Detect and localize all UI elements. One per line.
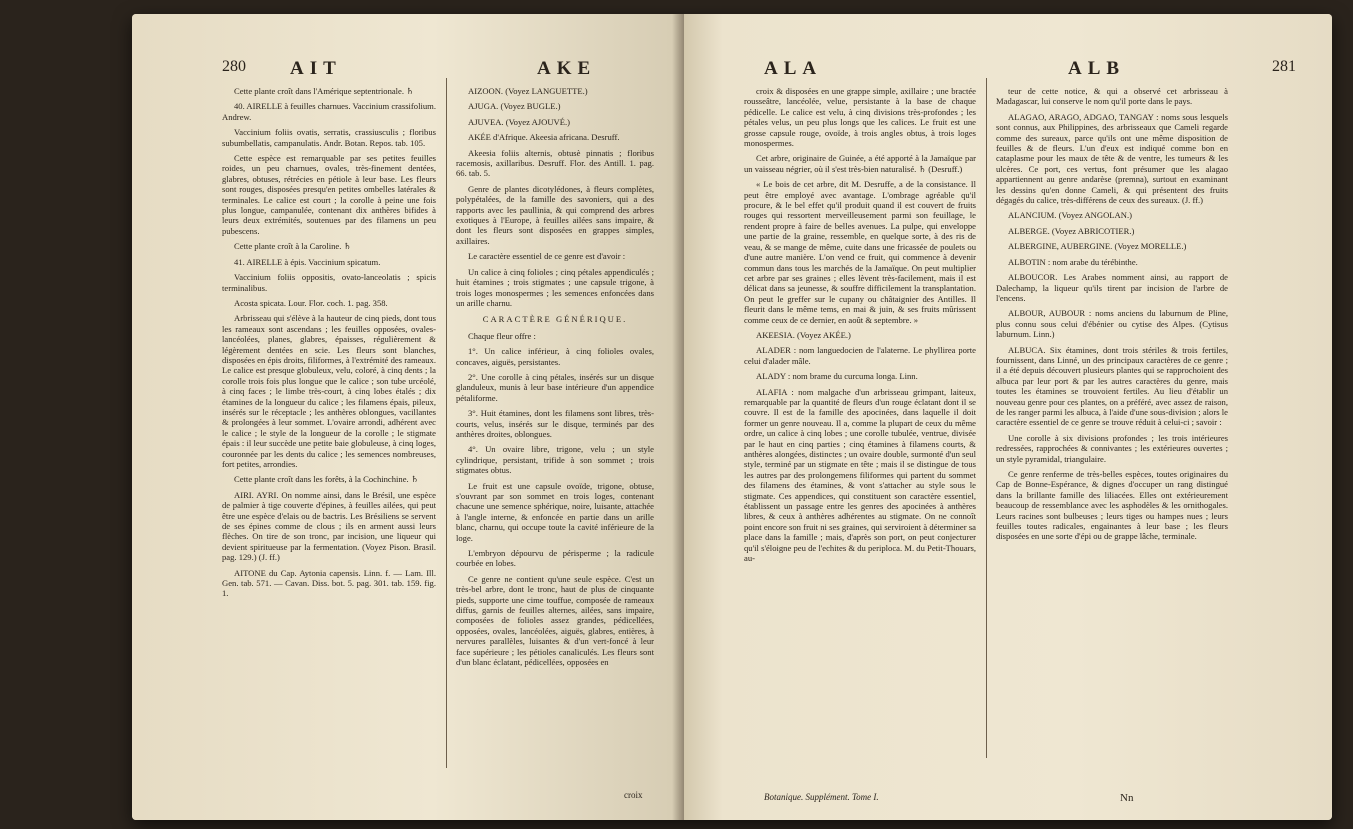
running-head-left: AIT xyxy=(290,58,342,79)
page-footer: Botanique. Supplément. Tome I. xyxy=(764,792,879,802)
paragraph: Vaccinium foliis oppositis, ovato-lanceolatis ; spicis terminalibus. xyxy=(222,272,436,293)
paragraph: croix & disposées en une grappe simple, axillaire ; une bractée rousseâtre, lancéolée, velue, persistante à la base de chaque pédicelle. Le calice est velu, à cinq divisions très-profondes ; les pétales velus, un peu plus longs que les calices. Le fruit est une grosse capsule rouge, ovoïde, à trois angles obtus, à trois loges monospermes. xyxy=(744,86,976,149)
column-rule xyxy=(986,78,987,758)
paragraph: Acosta spicata. Lour. Flor. coch. 1. pag. 358. xyxy=(234,297,388,308)
running-head-right: AKE xyxy=(537,58,597,79)
paragraph: 4°. Un ovaire libre, trigone, velu ; un style cylindrique, persistant, trifide à son sommet ; trois stigmates obtus. xyxy=(456,444,654,476)
right-page xyxy=(684,14,1332,820)
paragraph: CARACTÈRE GÉNÉRIQUE. xyxy=(482,314,628,325)
right-page-column-1 xyxy=(744,86,976,568)
paragraph: ALANCIUM. (Voyez ANGOLAN.) xyxy=(1008,210,1132,221)
paragraph: Vaccinium foliis ovatis, serratis, crassiusculis ; floribus subumbellatis, campanulatis. Andr. Botan. Repos. tab. 105. xyxy=(222,127,436,148)
paragraph: Ce genre renferme de très-belles espèces, toutes originaires du Cap de Bonne-Espérance, & dignes d'occuper un rang distingué dans la brillante famille des liliacées. Elles ont extérieurement beaucoup de ressemblance avec les asphodèles & les ornithogales. Leurs racines sont bulbeuses ; leurs tiges ou hampes nues ; leurs feuilles toutes radicales, engainantes à leur base ; les fleurs disposées en une sorte d'épi ou de grappe lâche, terminale. xyxy=(996,469,1228,542)
paragraph: Arbrisseau qui s'élève à la hauteur de cinq pieds, dont tous les rameaux sont ascendans ; les feuilles opposées, ovales-lancéolées, planes, glabres, épaisses, régulièrement & légèrement dentées en scie. Les fleurs sont blanches, disposées en épis droits, filiformes, à l'extrémité des rameaux. Le calice est presque globuleux, velu, coloré, à cinq dents ; la corolle trois fois plus longue que le calice ; son tube urcéolé, à cinq faces ; le limbe très-court, à cinq lobes étalés ; dix étamines de la longueur du calice ; les filamens épais, pileux, insérés sur le réceptacle ; les anthères oblongues, vacillantes & prolongées à leur sommet. L'ovaire arrondi, adhérent avec le calice ; le style de la longueur de la corolle ; le stigmate épais : il leur succède une petite baie globuleuse, à cinq loges, couronnée par les dents du calice ; les semences nombreuses, fort petites, arrondies. xyxy=(222,313,436,469)
paragraph: 3°. Huit étamines, dont les filamens sont libres, très-courts, velus, insérés sur le disque, terminés par des anthères droites, oblongues. xyxy=(456,408,654,439)
paragraph: ALBOUR, AUBOUR : noms anciens du laburnum de Pline, plus connu sous celui d'ébénier ou cytise des Alpes. (Cytisus laburnum. Linn.) xyxy=(996,308,1228,340)
paragraph: Cet arbre, originaire de Guinée, a été apporté à la Jamaïque par un vaisseau négrier, où il s'est très-bien naturalisé. ♄ (Desruff.) xyxy=(744,153,976,174)
paragraph: Le caractère essentiel de ce genre est d'avoir : xyxy=(468,251,626,262)
left-page xyxy=(132,14,680,820)
paragraph: ALBERGE. (Voyez ABRICOTIER.) xyxy=(1008,225,1135,236)
paragraph: Cette plante croît à la Caroline. ♄ xyxy=(234,241,352,252)
paragraph: AJUVEA. (Voyez AJOUVÉ.) xyxy=(468,116,570,127)
open-book xyxy=(132,14,1332,820)
running-head-left: ALA xyxy=(764,58,823,79)
paragraph: teur de cette notice, & qui a observé cet arbrisseau à Madagascar, lui conserve le nom qu'il porte dans le pays. xyxy=(996,86,1228,107)
paragraph: AKÉE d'Afrique. Akeesia africana. Desruff. xyxy=(468,132,620,143)
right-page-column-2 xyxy=(996,86,1228,547)
paragraph: ALAFIA : nom malgache d'un arbrisseau grimpant, laiteux, remarquable par la quantité de fleurs d'un rouge éclatant dont il se couvre. Il est de la famille des apocinées, dans laquelle il doit former un genre nouveau. Il a, comme la plupart de ceux du même ordre, un calice à cinq lobes ; une corolle tubulée, ventrue, divisée par le haut en cinq parties ; cinq étamines à filamens courts, & anthères alongées, distinctes ; un ovaire double, surmonté d'un seul style, terminé par un stigmate en tête ; mais il se distingue de tous les autres par des prolongemens filiformes qui partent du sommet des filamens des étamines, & vont s'attacher au style sous le stigmate. Ces appendices, qui constituent son caractère essentiel, établissent un passage entre les genres des apocinées à anthères libres, & ceux à anthères adhérentes au stigmate. On ne connoît point encore son fruit ni ses graines, qui serviroient à déterminer sa place dans la famille ; mais, d'après son port, on peut conjecturer qu'il s'éloigne peu de l'echites & du periploca. M. du Petit-Thouars, au- xyxy=(744,386,976,564)
page-number-right: 281 xyxy=(1272,58,1296,75)
paragraph: ALBERGINE, AUBERGINE. (Voyez MORELLE.) xyxy=(1008,241,1187,252)
running-head-right: ALB xyxy=(1068,58,1126,79)
paragraph: ALBOUCOR. Les Arabes nomment ainsi, au rapport de Dalechamp, la liqueur qu'ils tirent par incision de l'arbre de l'encens. xyxy=(996,272,1228,303)
paragraph: 1°. Un calice inférieur, à cinq folioles ovales, concaves, aiguës, persistantes. xyxy=(456,346,654,367)
paragraph: Chaque fleur offre : xyxy=(468,330,536,341)
paragraph: Akeesia foliis alternis, obtusè pinnatis ; floribus racemosis, axillaribus. Desruff. Flor. des Antill. 1. pag. 66. tab. 5. xyxy=(456,147,654,179)
paragraph: AIZOON. (Voyez LANGUETTE.) xyxy=(468,86,588,96)
paragraph: Cette plante croît dans les forêts, à la Cochinchine. ♄ xyxy=(234,474,419,485)
left-page-column-1 xyxy=(222,86,436,604)
page-number-left: 280 xyxy=(222,58,246,75)
left-page-column-2 xyxy=(456,86,654,673)
column-rule xyxy=(446,78,447,768)
paragraph: ALADER : nom languedocien de l'alaterne. Le phyllirea porte celui d'alader mâle. xyxy=(744,345,976,366)
paragraph: « Le bois de cet arbre, dit M. Desruffe, a de la consistance. Il peut être employé avec avantage. L'ombrage agréable qu'il procure, & le bel effet qu'il produit quand il est couvert de fruits rouges qui ressortent merveilleusement parmi son feuillage, le rendent propre à faire de belles avenues. La pulpe, qui enveloppe une partie de la graine, ressemble, en quelque sorte, à des ris de veau, & se mange de même, cuite dans une fricassée de poulets ou d'une autre manière. L'on vend ce fruit, qui commence à devenir commun dans tous les marchés de la Jamaïque. On peut multiplier cet arbre par ses graines ; elles lèvent très-facilement, mais il est délicat dans sa jeunesse, & souffre difficilement la transplantation. On peut le greffer sur le cupany ou châtaignier des Antilles. Il fleurit dans le même tems, en mai & juin, & ses fruits mûrissent comme ceux de ce dernier, en août & septembre. » xyxy=(744,179,976,325)
paragraph: Ce genre ne contient qu'une seule espèce. C'est un très-bel arbre, dont le tronc, haut de plus de cinquante pieds, supporte une cime touffue, composée de rameaux diffus, garnis de feuilles alternes, ailées, sans impaire, composées de folioles assez grandes, pédicellées, opposées, ovales, lancéolées, aiguës, glabres, entières, à nervures parallèles, luisantes & d'un vert-foncé à leur face supérieure ; les pétioles canaliculés. Les fleurs sont d'un blanc éclatant, pédicellées, opposées en xyxy=(456,573,654,668)
paragraph: Cette plante croît dans l'Amérique septentrionale. ♄ xyxy=(234,86,414,96)
paragraph: AITONE du Cap. Aytonia capensis. Linn. f. — Lam. Ill. Gen. tab. 571. — Cavan. Diss. bot. 5. pag. 301. tab. 159. fig. 1. xyxy=(222,567,436,599)
paragraph: Un calice à cinq folioles ; cinq pétales appendiculés ; huit étamines ; trois stigmates ; une capsule trigone, à trois loges monospermes ; les semences enfoncées dans un arille charnu. xyxy=(456,266,654,308)
signature-mark: Nn xyxy=(1120,792,1134,804)
paragraph: L'embryon dépourvu de périsperme ; la radicule courbée en lobes. xyxy=(456,548,654,569)
paragraph: Genre de plantes dicotylédones, à fleurs complètes, polypétalées, de la famille des savoniers, qui a des rapports avec les paullinia, & qui comprend des arbres exotiques à l'Europe, à feuilles ailées sans impaire, & dont les fleurs sont disposées en grappes simples, axillaires. xyxy=(456,183,654,246)
paragraph: Une corolle à six divisions profondes ; les trois intérieures redressées, rapprochées & connivantes ; les extérieures ouvertes ; un style pyramidal, triangulaire. xyxy=(996,432,1228,464)
paragraph: 41. AIRELLE à épis. Vaccinium spicatum. xyxy=(234,256,381,267)
paragraph: 40. AIRELLE à feuilles charnues. Vaccinium crassifolium. Andrew. xyxy=(222,101,436,122)
paragraph: ALADY : nom brame du curcuma longa. Linn. xyxy=(756,371,918,382)
paragraph: ALBOTIN : nom arabe du térébinthe. xyxy=(1008,256,1138,267)
catchword: croix xyxy=(624,790,643,800)
paragraph: Le fruit est une capsule ovoïde, trigone, obtuse, s'ouvrant par son sommet en trois loges, contenant chacune une semence sphérique, noire, luisante, attachée à l'angle interne, & enfoncée en partie dans un arille blanc, charnu, qui occupe toute la cavité inférieure de la loge. xyxy=(456,480,654,543)
paragraph: ALBUCA. Six étamines, dont trois stériles & trois fertiles, fournissent, dans Linné, un des principaux caractères de ce genre ; il a été depuis découvert plusieurs plantes qui se rapprochoient des albuca par leur port & par les autres caractères du genre, mais toutes les étamines se trouvoient fertiles. Au lieu d'établir un nouveau genre pour ces plantes, on a préféré, avec assez de raison, de les ranger parmi les albuca, à l'aide d'une sous-division ; alors le caractère essentiel de ce genre se trouve réduit à celui-ci ; savoir : xyxy=(996,344,1228,428)
paragraph: AKEESIA. (Voyez AKÉE.) xyxy=(756,329,851,340)
paragraph: Cette espèce est remarquable par ses petites feuilles roides, un peu charnues, ovales, très-finement dentées, glabres, obtuses, rétrécies en pétiole à leur base. Les fleurs sont rouges, disposées presqu'en petites ombelles latérales & terminales. Le calice est court ; la corolle à peine une fois plus longue, campanulée, contenant dix anthères bifides à leurs deux extrémités, soutenues par des filamens un peu pubescens. xyxy=(222,153,436,236)
paragraph: AJUGA. (Voyez BUGLE.) xyxy=(468,101,561,112)
paragraph: ALAGAO, ARAGO, ADGAO, TANGAY : noms sous lesquels sont connus, aux Philippines, des arbrisseaux que Cameli regarde comme des sureaux, parce qu'ils ont une même disposition de feuilles & de fleurs. L'un d'eux est indiqué comme bon en cataplasme pour les maux de tête & de ventre, les tumeurs & les ulcères. Ce port, ces vertus, font présumer que les alagao appartiennent au genre andarèse (premna), surtout en examinant les dessins qu'en donne Cameli, & qui présentent des fruits dégagés du calice, très-différens de ceux des sureaux. (J. ff.) xyxy=(996,111,1228,206)
paragraph: 2°. Une corolle à cinq pétales, insérés sur un disque glanduleux, munis à leur base intérieure d'un appendice pétaliforme. xyxy=(456,371,654,403)
paragraph: AIRI. AYRI. On nomme ainsi, dans le Brésil, une espèce de palmier à tige couverte d'épines, à feuilles ailées, qui peut être une espèce d'elais ou de bactris. Les Brésiliens se servent de ses épines comme de clous ; ils en arment aussi leurs flèches. On tire de son tronc, par incision, une liqueur qui devient spiritueuse par la fermentation. (Voyez Pison. Brasil. pag. 129.) (J. ff.) xyxy=(222,489,436,563)
